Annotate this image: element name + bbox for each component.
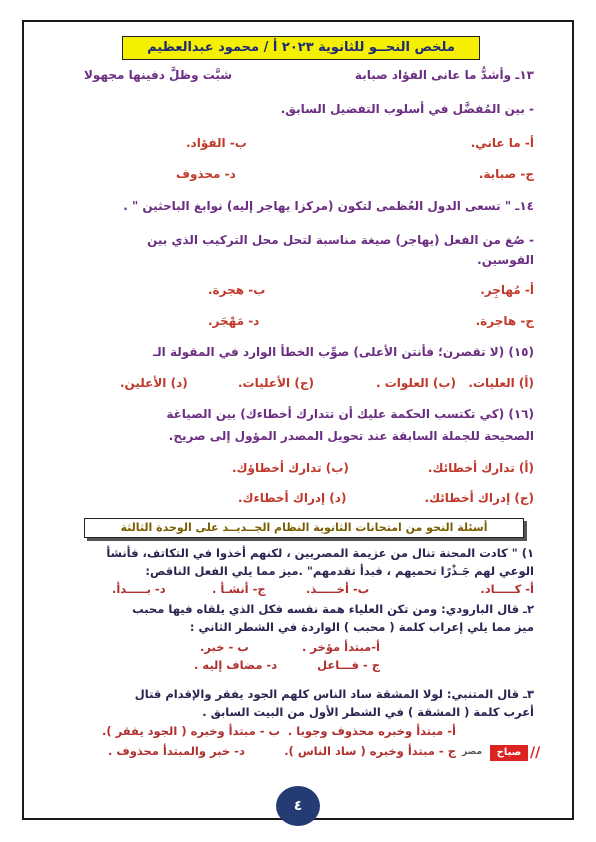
q13-verse-first: ١٣ـ وأشدُّ ما عانى الفؤاد صبابة (354, 68, 534, 82)
s1-line2: الوعي لهم جَـذْرًا تحميهم ، فبدأ تقدمهم" .ميز مما يلي الفعل الناقص: (145, 564, 534, 578)
s2-line2: ميز مما يلي إعراب كلمة ( محبب ) الواردة في الشطر الثاني : (189, 620, 534, 634)
s3-option-a[interactable]: أ- مبتدأ وخبره محذوف وجوبا . (287, 724, 456, 738)
q13-verse-second: شبَّت وظلَّ دفينها مجهولا (84, 68, 233, 82)
q15-text: (١٥) (لا تقصرن؛ فأنتن الأعلى) صوِّب الخطأ الوارد في المقولة الـ (153, 345, 534, 359)
logo-name: صباح (490, 745, 528, 761)
s2-line1: ٢ـ قال البارودي: ومن تكن العلياء همة نفسه فكل الذي يلقاه فيها محبب (132, 602, 534, 616)
s3-line2: أعرب كلمة ( المشقة ) في الشطر الأول من البيت السابق . (202, 705, 534, 719)
q14-option-c[interactable]: ج- هاجرة. (475, 314, 534, 328)
q16-option-c[interactable]: (ج) إدراك أخطائك. (424, 491, 534, 505)
q16-option-a[interactable]: (أ) تدارك أخطائك. (427, 461, 534, 475)
q16-line2: الصحيحة للجملة السابقة عند تحويل المصدر المؤول إلى صريح. (168, 429, 534, 443)
site-logo (462, 742, 542, 764)
s3-option-b[interactable]: ب - مبتدأ وخبره ( الجود يفقر ). (102, 724, 281, 738)
q13-prompt: - بين المُفضَّل في أسلوب التفضيل السابق. (280, 102, 534, 116)
q14-text: ١٤ـ " تسعى الدول العُظمى لتكون (مركزا يهاجر إليه) نوابغ الباحثين " . (123, 199, 534, 213)
q15-option-a[interactable]: (أ) العليات. (468, 376, 534, 390)
q16-option-b[interactable]: (ب) تدارك أخطاؤك. (232, 461, 349, 475)
s3-line1: ٣ـ قال المتنبي: لولا المشقة ساد الناس كلهم الجود يفقر والإقدام قتال (134, 687, 534, 701)
s1-option-c[interactable]: ج- أنشـأ . (212, 582, 266, 596)
s2-option-d[interactable]: د- مضاف إليه . (194, 658, 278, 672)
logo-sub: مصر (462, 747, 483, 757)
s1-option-b[interactable]: ب- أخـــــذ. (306, 582, 370, 596)
q15-option-d[interactable]: (د) الأعلين. (120, 376, 188, 390)
q13-option-a[interactable]: أ- ما عاني. (470, 136, 534, 150)
q14-prompt-line2: القوسين. (477, 253, 534, 267)
q14-option-a[interactable]: أ- مُهاجِر. (480, 283, 534, 297)
logo-mark-icon: // (530, 745, 541, 761)
page-title: ملخص النحــو للثانوية ٢٠٢٣ أ / محمود عبدالعظيم (122, 36, 480, 60)
q13-option-b[interactable]: ب- الفؤاد. (186, 136, 247, 150)
q14-option-d[interactable]: د- مَهْجَر. (208, 314, 260, 328)
q13-option-c[interactable]: ج- صبابة. (478, 167, 534, 181)
q16-option-d[interactable]: (د) إدراك أخطاءك. (238, 491, 347, 505)
s2-option-c[interactable]: ج - فـــاعل (317, 658, 380, 672)
section-title: أسئلة النحو من امتحانات الثانوية النظام الجــديــد على الوحدة الثالثة (84, 518, 524, 538)
s1-line1: ١) " كادت المحنة تنال من عزيمة المصريين ، لكنهم أخذوا في التكاتف، فأنشأ (106, 546, 534, 560)
q16-line1: (١٦) (كي تكتسب الحكمة عليك أن تتدارك أخطاءك) بين الصياغة (166, 407, 534, 421)
s1-option-d[interactable]: د- بـــــدأ. (112, 582, 166, 596)
page-number: ٤ (276, 786, 320, 826)
s1-option-a[interactable]: أ- كـــــاد. (480, 582, 534, 596)
s2-option-a[interactable]: أ-مبتدأ مؤخر . (302, 640, 380, 654)
q15-option-b[interactable]: (ب) العلوات . (376, 376, 456, 390)
q13-option-d[interactable]: د- محذوف (176, 167, 236, 181)
s3-option-c[interactable]: ج - مبتدأ وخبره ( ساد الناس ). (284, 744, 456, 758)
s3-option-d[interactable]: د- خبر والمبتدأ محذوف . (108, 744, 245, 758)
q14-prompt-line1: - صُغ من الفعل (يهاجر) صيغة مناسبة لتحل محل التركيب الذي بين (147, 233, 534, 247)
q14-option-b[interactable]: ب- هجرة. (208, 283, 266, 297)
q15-option-c[interactable]: (ج) الأعليات. (238, 376, 314, 390)
s2-option-b[interactable]: ب - خبر. (200, 640, 249, 654)
